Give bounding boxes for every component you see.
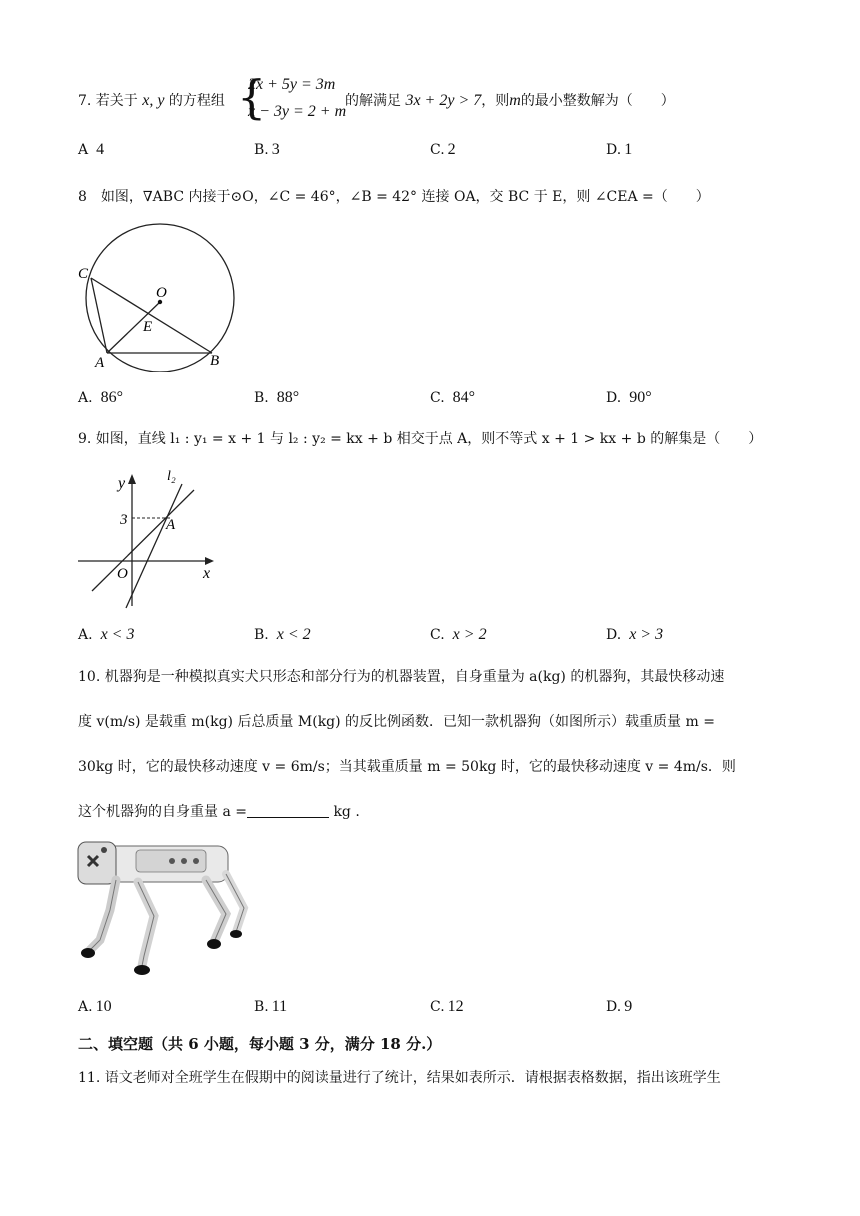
q10-line4-post: kg . bbox=[333, 804, 360, 820]
q7-option-a[interactable] bbox=[78, 141, 104, 159]
q10-line4-pre: 这个机器狗的自身重量 a = bbox=[78, 804, 247, 820]
q10-option-d[interactable] bbox=[606, 998, 632, 1016]
q8-option-c[interactable] bbox=[430, 389, 475, 407]
option-label: D. bbox=[606, 627, 622, 643]
option-label: D. bbox=[606, 142, 622, 158]
answer-blank[interactable] bbox=[247, 803, 329, 818]
option-value: x < 3 bbox=[100, 626, 135, 643]
option-value: 9 bbox=[624, 998, 633, 1015]
q9-option-a[interactable] bbox=[78, 626, 134, 644]
x-axis-arrow bbox=[205, 557, 214, 565]
q9-option-c[interactable] bbox=[430, 626, 487, 644]
q8-option-b[interactable] bbox=[254, 389, 299, 407]
q7-option-c[interactable] bbox=[430, 141, 456, 159]
label-c: C bbox=[78, 266, 89, 282]
q8-option-d[interactable] bbox=[606, 389, 652, 407]
q7-cond-pre: 的解满足 bbox=[345, 93, 401, 109]
option-value: 86° bbox=[100, 389, 123, 406]
line-l2 bbox=[126, 484, 182, 608]
q7-option-d[interactable] bbox=[606, 141, 632, 159]
q7-condition bbox=[345, 90, 675, 110]
option-label: B. bbox=[254, 627, 269, 643]
option-label: C. bbox=[430, 142, 445, 158]
y-axis-arrow bbox=[128, 474, 136, 484]
q7-stem bbox=[78, 90, 225, 110]
option-value: 11 bbox=[271, 998, 288, 1015]
q10-option-b[interactable] bbox=[254, 998, 287, 1016]
label-y: y bbox=[118, 475, 126, 492]
robot-dog-image bbox=[76, 828, 252, 978]
option-label: C. bbox=[430, 999, 445, 1015]
option-value: 4 bbox=[96, 141, 105, 158]
q8-stem: 8 如图，∇ABC 内接于⊙O，∠C = 46°，∠B = 42° 连接 OA，交 BC 于 E，则 ∠CEA =（ ） bbox=[78, 189, 710, 205]
line-l1 bbox=[92, 490, 194, 591]
q8-circle-figure bbox=[74, 222, 244, 372]
q8-option-a[interactable] bbox=[78, 389, 123, 407]
q10-option-c[interactable] bbox=[430, 998, 464, 1016]
label-o: O bbox=[156, 285, 167, 301]
option-label: D. bbox=[606, 390, 622, 406]
option-label: A bbox=[78, 142, 89, 158]
q7-suffix: 的最小整数解为（ ） bbox=[520, 93, 675, 109]
option-value: 88° bbox=[276, 389, 300, 406]
q9-graph-figure bbox=[74, 466, 224, 612]
q7-brace: { bbox=[237, 70, 267, 124]
label-o: O bbox=[117, 566, 128, 582]
q7-option-b[interactable] bbox=[254, 141, 280, 159]
q10-line1: 10. 机器狗是一种模拟真实犬只形态和部分行为的机器装置，自身重量为 a(kg) 的机器狗，其最快移动速 bbox=[78, 669, 725, 685]
q7-m: m bbox=[509, 92, 521, 109]
option-value: x < 2 bbox=[276, 626, 311, 643]
option-value: 84° bbox=[452, 389, 476, 406]
q9-option-d[interactable] bbox=[606, 626, 663, 644]
option-value: 1 bbox=[624, 141, 633, 158]
label-e: E bbox=[143, 319, 153, 335]
label-b: B bbox=[210, 353, 220, 369]
option-label: B. bbox=[254, 142, 269, 158]
label-a: A bbox=[166, 517, 176, 533]
q7-prefix: 7. 若关于 bbox=[78, 93, 138, 109]
q9-option-b[interactable] bbox=[254, 626, 311, 644]
segment-cb bbox=[91, 278, 212, 353]
q10-line3: 30kg 时，它的最快移动速度 v = 6m/s；当其载重质量 m = 50kg 时，它的最快移动速度 v = 4m/s．则 bbox=[78, 759, 736, 775]
option-label: A. bbox=[78, 999, 93, 1015]
label-3: 3 bbox=[120, 512, 128, 528]
option-label: D. bbox=[606, 999, 622, 1015]
option-label: C. bbox=[430, 627, 445, 643]
option-label: B. bbox=[254, 390, 269, 406]
option-label: A. bbox=[78, 627, 93, 643]
q11-stem: 11. 语文老师对全班学生在假期中的阅读量进行了统计，结果如表所示．请根据表格数据，指出该班学生 bbox=[78, 1070, 721, 1086]
q7-mid: 的方程组 bbox=[168, 93, 225, 109]
q10-line2: 度 v(m/s) 是载重 m(kg) 后总质量 M(kg) 的反比例函数．已知一款机器狗（如图所示）载重质量 m = bbox=[78, 714, 715, 730]
label-l2: l₂ bbox=[167, 469, 176, 484]
segment-ca bbox=[91, 278, 107, 353]
option-value: 90° bbox=[629, 389, 652, 406]
option-value: 2 bbox=[447, 141, 456, 158]
q7-eq1: 2x + 5y = 3m bbox=[248, 76, 336, 93]
option-value: 3 bbox=[271, 141, 280, 158]
option-label: A. bbox=[78, 390, 93, 406]
q7-cond-post: ，则 bbox=[481, 93, 510, 109]
q10-line4 bbox=[78, 801, 360, 821]
q10-option-a[interactable] bbox=[78, 998, 112, 1016]
q9-stem: 9. 如图，直线 l₁ : y₁ = x + 1 与 l₂ : y₂ = kx + b 相交于点 A，则不等式 x + 1 > kx + b 的解集是（ ） bbox=[78, 431, 763, 447]
label-x: x bbox=[203, 565, 211, 582]
option-value: 10 bbox=[95, 998, 112, 1015]
section-heading: 二、填空题（共 6 小题，每小题 3 分，满分 18 分.） bbox=[78, 1035, 442, 1053]
option-value: x > 2 bbox=[452, 626, 487, 643]
option-value: 12 bbox=[447, 998, 464, 1015]
option-label: C. bbox=[430, 390, 445, 406]
q7-eq2: x − 3y = 2 + m bbox=[248, 103, 347, 120]
option-label: B. bbox=[254, 999, 269, 1015]
label-a: A bbox=[95, 355, 105, 371]
q7-cond: 3x + 2y > 7 bbox=[405, 92, 482, 109]
option-value: x > 3 bbox=[629, 626, 664, 643]
q7-vars: x, y bbox=[142, 92, 165, 109]
